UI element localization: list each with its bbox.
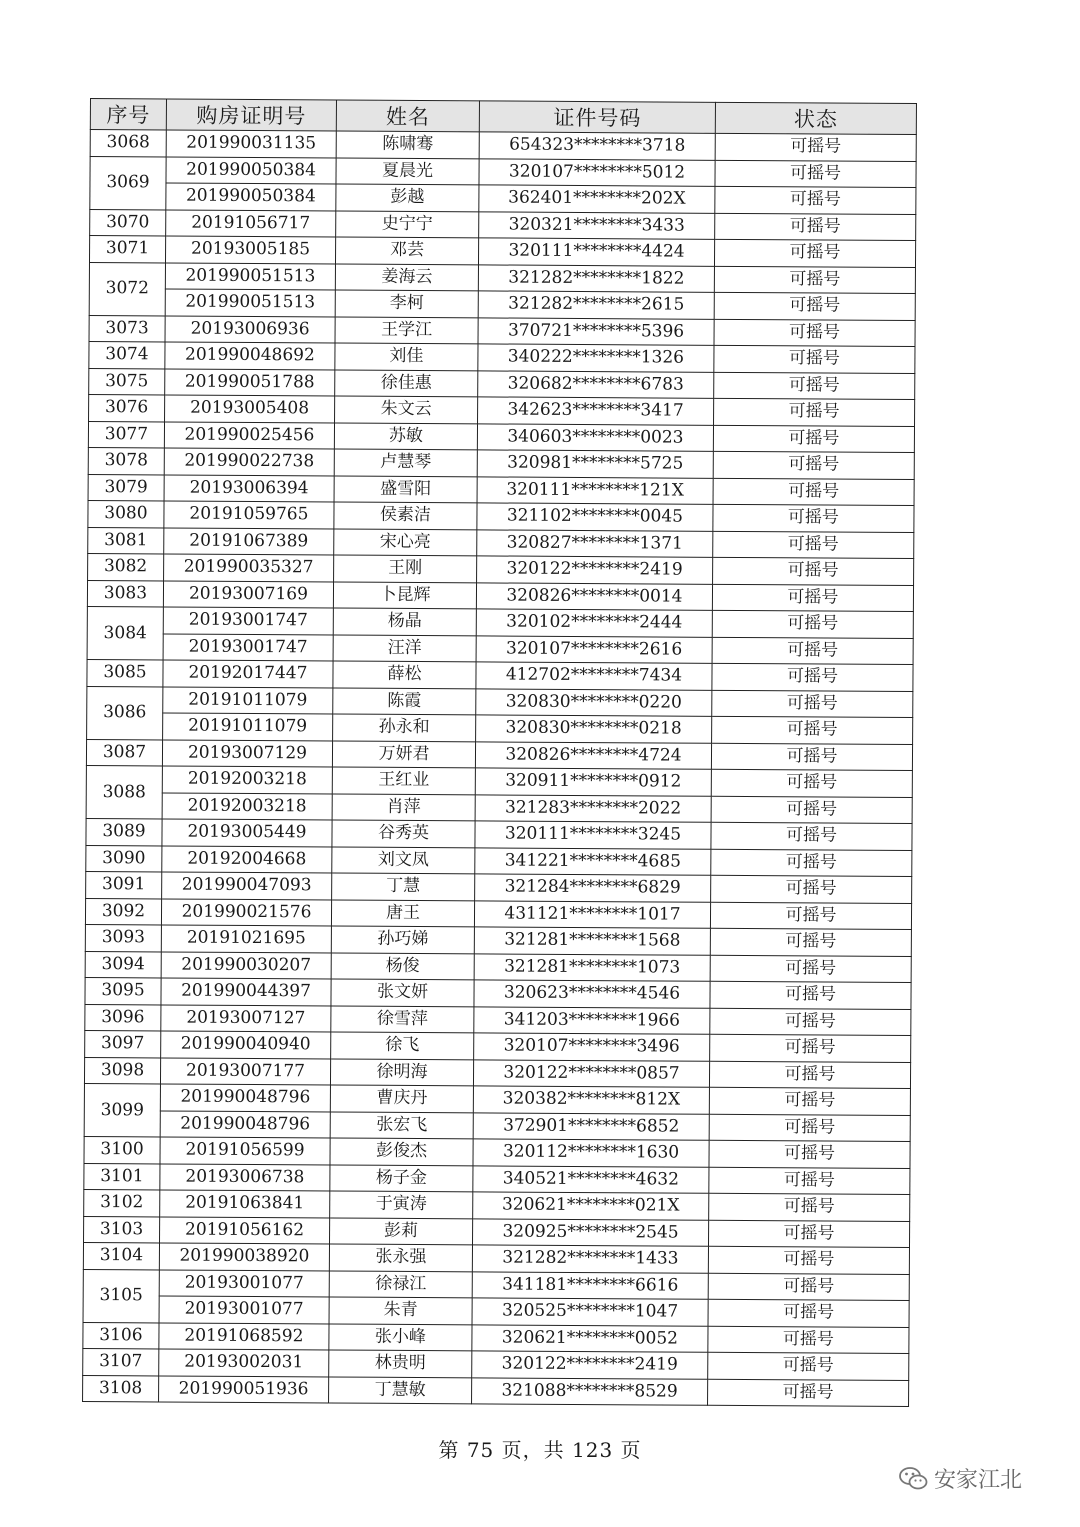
name-cell: 侯素洁 [334, 502, 477, 529]
status-cell: 可摇号 [715, 160, 916, 188]
name-cell: 张小峰 [329, 1323, 472, 1350]
status-cell: 可摇号 [713, 531, 914, 559]
serial-number-cell: 3068 [90, 130, 166, 157]
applicant-table [82, 98, 917, 1407]
id-number-cell: 320102********2444 [476, 609, 712, 637]
name-cell: 杨子金 [330, 1164, 473, 1191]
id-number-cell: 341181********6616 [472, 1271, 708, 1299]
id-number-cell: 320107********2616 [476, 635, 712, 663]
id-number-cell: 320112********1630 [473, 1139, 709, 1167]
id-number-cell: 320107********3496 [474, 1033, 710, 1061]
certificate-number-cell: 201990040940 [161, 1031, 331, 1059]
certificate-number-cell: 20191021695 [161, 925, 331, 953]
status-cell: 可摇号 [712, 610, 913, 638]
id-number-cell: 321282********1433 [472, 1245, 708, 1273]
status-cell: 可摇号 [711, 849, 912, 877]
serial-number-cell: 3100 [84, 1136, 160, 1163]
id-number-cell: 412702********7434 [476, 662, 712, 690]
id-number-cell: 372901********6852 [473, 1112, 709, 1140]
status-cell: 可摇号 [711, 796, 912, 824]
serial-number-cell: 3069 [90, 156, 166, 209]
certificate-number-cell: 20191068592 [159, 1322, 329, 1350]
name-cell: 陈啸骞 [336, 131, 479, 158]
serial-number-cell: 3108 [83, 1375, 159, 1402]
status-cell: 可摇号 [711, 822, 912, 850]
certificate-number-cell: 201990050384 [166, 156, 336, 184]
status-cell: 可摇号 [714, 372, 915, 400]
id-number-cell: 321281********1568 [474, 927, 710, 955]
name-cell: 谷秀英 [332, 820, 475, 847]
certificate-number-cell: 201990044397 [161, 978, 331, 1006]
status-cell: 可摇号 [711, 769, 912, 797]
name-cell: 朱文云 [335, 396, 478, 423]
certificate-number-cell: 201990038920 [159, 1243, 329, 1271]
name-cell: 杨晶 [333, 608, 476, 635]
status-cell: 可摇号 [715, 133, 916, 161]
header-status: 状态 [715, 102, 916, 134]
serial-number-cell: 3087 [86, 739, 162, 766]
serial-number-cell: 3083 [87, 580, 163, 607]
certificate-number-cell: 201990035327 [164, 554, 334, 582]
certificate-number-cell: 20193007169 [163, 580, 333, 608]
id-number-cell: 362401********202X [479, 185, 715, 213]
name-cell: 李柯 [335, 290, 478, 317]
name-cell: 孙巧娣 [331, 926, 474, 953]
status-cell: 可摇号 [711, 743, 912, 771]
serial-number-cell: 3103 [84, 1216, 160, 1243]
status-cell: 可摇号 [714, 345, 915, 373]
id-number-cell: 320122********0857 [473, 1059, 709, 1087]
serial-number-cell: 3082 [88, 553, 164, 580]
id-number-cell: 321283********2022 [475, 794, 711, 822]
serial-number-cell: 3080 [88, 500, 164, 527]
serial-number-cell: 3085 [87, 659, 163, 686]
certificate-number-cell: 20193005185 [165, 236, 335, 264]
id-number-cell: 321282********2615 [478, 291, 714, 319]
status-cell: 可摇号 [714, 239, 915, 267]
header-certificate-number: 购房证明号 [166, 99, 336, 131]
certificate-number-cell: 201990047093 [162, 872, 332, 900]
id-number-cell: 320830********0218 [476, 715, 712, 743]
status-cell: 可摇号 [709, 1114, 910, 1142]
id-number-cell: 321102********0045 [477, 503, 713, 531]
serial-number-cell: 3076 [89, 394, 165, 421]
name-cell: 夏晨光 [336, 158, 479, 185]
status-cell: 可摇号 [709, 1087, 910, 1115]
header-serial-number: 序号 [90, 99, 166, 130]
certificate-number-cell: 201990031135 [166, 130, 336, 158]
certificate-number-cell: 20191056162 [160, 1216, 330, 1244]
name-cell: 王学江 [335, 317, 478, 344]
serial-number-cell: 3088 [86, 765, 162, 818]
id-number-cell: 341203********1966 [474, 1006, 710, 1034]
serial-number-cell: 3104 [83, 1242, 159, 1269]
id-number-cell: 320111********3245 [475, 821, 711, 849]
certificate-number-cell: 201990051788 [165, 368, 335, 396]
id-number-cell: 320107********5012 [479, 158, 715, 186]
certificate-number-cell: 20193005449 [162, 819, 332, 847]
status-cell: 可摇号 [710, 1034, 911, 1062]
certificate-number-cell: 201990051936 [159, 1375, 329, 1403]
serial-number-cell: 3078 [88, 447, 164, 474]
certificate-number-cell: 20193001077 [159, 1269, 329, 1297]
name-cell: 薛松 [333, 661, 476, 688]
certificate-number-cell: 20191011079 [163, 713, 333, 741]
status-cell: 可摇号 [714, 319, 915, 347]
status-cell: 可摇号 [708, 1326, 909, 1354]
serial-number-cell: 3105 [83, 1269, 159, 1322]
serial-number-cell: 3093 [85, 924, 161, 951]
status-cell: 可摇号 [715, 213, 916, 241]
certificate-number-cell: 20193001747 [163, 607, 333, 635]
wechat-icon [898, 1466, 928, 1492]
name-cell: 苏敏 [334, 422, 477, 449]
name-cell: 徐雪萍 [331, 1005, 474, 1032]
id-number-cell: 320621********0052 [472, 1324, 708, 1352]
status-cell: 可摇号 [714, 266, 915, 294]
status-cell: 可摇号 [714, 398, 915, 426]
status-cell: 可摇号 [710, 981, 911, 1009]
name-cell: 曹庆丹 [330, 1085, 473, 1112]
status-cell: 可摇号 [713, 504, 914, 532]
id-number-cell: 320111********4424 [478, 238, 714, 266]
status-cell: 可摇号 [709, 1140, 910, 1168]
id-number-cell: 341221********4685 [475, 847, 711, 875]
serial-number-cell: 3096 [85, 1004, 161, 1031]
id-number-cell: 320682********6783 [478, 370, 714, 398]
status-cell: 可摇号 [713, 478, 914, 506]
header-id-number: 证件号码 [479, 101, 715, 133]
name-cell: 万妍君 [332, 740, 475, 767]
status-cell: 可摇号 [713, 557, 914, 585]
status-cell: 可摇号 [712, 716, 913, 744]
name-cell: 张永强 [329, 1244, 472, 1271]
certificate-number-cell: 20193006936 [165, 315, 335, 343]
certificate-number-cell: 20193001747 [163, 633, 333, 661]
name-cell: 卜昆辉 [333, 581, 476, 608]
id-number-cell: 320321********3433 [479, 211, 715, 239]
serial-number-cell: 3090 [86, 845, 162, 872]
id-number-cell: 320122********2419 [472, 1351, 708, 1379]
name-cell: 林贵明 [329, 1350, 472, 1377]
header-name: 姓名 [336, 100, 479, 132]
id-number-cell: 320111********121X [477, 476, 713, 504]
certificate-number-cell: 20192017447 [163, 660, 333, 688]
status-cell: 可摇号 [712, 584, 913, 612]
document-sheet [82, 98, 917, 1407]
serial-number-cell: 3091 [86, 871, 162, 898]
name-cell: 王红业 [332, 767, 475, 794]
serial-number-cell: 3072 [89, 262, 165, 315]
id-number-cell: 370721********5396 [478, 317, 714, 345]
status-cell: 可摇号 [709, 1193, 910, 1221]
name-cell: 徐禄江 [329, 1270, 472, 1297]
name-cell: 唐王 [331, 899, 474, 926]
name-cell: 杨俊 [331, 952, 474, 979]
id-number-cell: 320826********0014 [476, 582, 712, 610]
status-cell: 可摇号 [711, 875, 912, 903]
id-number-cell: 320122********2419 [477, 556, 713, 584]
status-cell: 可摇号 [708, 1352, 909, 1380]
status-cell: 可摇号 [708, 1273, 909, 1301]
certificate-number-cell: 20193005408 [165, 395, 335, 423]
name-cell: 丁慧 [332, 873, 475, 900]
name-cell: 丁慧敏 [329, 1376, 472, 1403]
certificate-number-cell: 201990048796 [160, 1084, 330, 1112]
serial-number-cell: 3081 [88, 527, 164, 554]
name-cell: 张宏飞 [330, 1111, 473, 1138]
serial-number-cell: 3075 [89, 368, 165, 395]
brand-watermark [898, 1463, 1022, 1494]
brand-name: 安家江北 [934, 1468, 1023, 1493]
id-number-cell: 654323********3718 [479, 132, 715, 160]
certificate-number-cell: 201990021576 [161, 898, 331, 926]
name-cell: 张文妍 [331, 979, 474, 1006]
name-cell: 彭俊杰 [330, 1138, 473, 1165]
certificate-number-cell: 20193002031 [159, 1349, 329, 1377]
status-cell: 可摇号 [708, 1220, 909, 1248]
id-number-cell: 320911********0912 [475, 768, 711, 796]
certificate-number-cell: 201990030207 [161, 951, 331, 979]
certificate-number-cell: 20193006394 [164, 474, 334, 502]
id-number-cell: 321284********6829 [475, 874, 711, 902]
name-cell: 徐明海 [330, 1058, 473, 1085]
id-number-cell: 321088********8529 [472, 1377, 708, 1405]
id-number-cell: 320623********4546 [474, 980, 710, 1008]
certificate-number-cell: 20193006738 [160, 1163, 330, 1191]
name-cell: 卢慧琴 [334, 449, 477, 476]
page-footer: 第 75 页，共 123 页 [438, 1438, 642, 1462]
name-cell: 王刚 [334, 555, 477, 582]
status-cell: 可摇号 [708, 1246, 909, 1274]
serial-number-cell: 3089 [86, 818, 162, 845]
id-number-cell: 340521********4632 [473, 1165, 709, 1193]
name-cell: 徐佳惠 [335, 370, 478, 397]
name-cell: 彭越 [336, 184, 479, 211]
status-cell: 可摇号 [708, 1379, 909, 1407]
serial-number-cell: 3079 [88, 474, 164, 501]
certificate-number-cell: 201990048796 [160, 1110, 330, 1138]
certificate-number-cell: 201990025456 [164, 421, 334, 449]
status-cell: 可摇号 [710, 1008, 911, 1036]
serial-number-cell: 3084 [87, 606, 163, 659]
name-cell: 陈霞 [333, 687, 476, 714]
status-cell: 可摇号 [708, 1299, 909, 1327]
name-cell: 彭莉 [330, 1217, 473, 1244]
certificate-number-cell: 20192003218 [162, 766, 332, 794]
certificate-number-cell: 20193007127 [161, 1004, 331, 1032]
certificate-number-cell: 20191059765 [164, 501, 334, 529]
serial-number-cell: 3092 [85, 898, 161, 925]
table-body [83, 130, 917, 1407]
id-number-cell: 321281********1073 [474, 953, 710, 981]
serial-number-cell: 3086 [87, 686, 163, 739]
status-cell: 可摇号 [712, 663, 913, 691]
name-cell: 史宁宁 [336, 211, 479, 238]
serial-number-cell: 3073 [89, 315, 165, 342]
table-header-row [90, 99, 916, 135]
serial-number-cell: 3077 [88, 421, 164, 448]
certificate-number-cell: 20191067389 [164, 527, 334, 555]
status-cell: 可摇号 [709, 1061, 910, 1089]
status-cell: 可摇号 [713, 451, 914, 479]
id-number-cell: 320925********2545 [473, 1218, 709, 1246]
serial-number-cell: 3070 [90, 209, 166, 236]
name-cell: 刘佳 [335, 343, 478, 370]
status-cell: 可摇号 [712, 690, 913, 718]
id-number-cell: 340603********0023 [477, 423, 713, 451]
name-cell: 汪洋 [333, 634, 476, 661]
id-number-cell: 320827********1371 [477, 529, 713, 557]
certificate-number-cell: 20192003218 [162, 792, 332, 820]
serial-number-cell: 3106 [83, 1322, 159, 1349]
id-number-cell: 320621********021X [473, 1192, 709, 1220]
name-cell: 邓芸 [335, 237, 478, 264]
certificate-number-cell: 201990048692 [165, 342, 335, 370]
serial-number-cell: 3095 [85, 977, 161, 1004]
id-number-cell: 320826********4724 [475, 741, 711, 769]
id-number-cell: 320382********812X [473, 1086, 709, 1114]
status-cell: 可摇号 [713, 425, 914, 453]
certificate-number-cell: 20191056599 [160, 1137, 330, 1165]
status-cell: 可摇号 [709, 1167, 910, 1195]
status-cell: 可摇号 [715, 186, 916, 214]
certificate-number-cell: 20191056717 [166, 209, 336, 237]
name-cell: 宋心亮 [334, 528, 477, 555]
serial-number-cell: 3099 [84, 1083, 160, 1136]
id-number-cell: 431121********1017 [474, 900, 710, 928]
name-cell: 姜海云 [335, 264, 478, 291]
name-cell: 孙永和 [333, 714, 476, 741]
certificate-number-cell: 201990050384 [166, 183, 336, 211]
certificate-number-cell: 20193007129 [162, 739, 332, 767]
certificate-number-cell: 20192004668 [162, 845, 332, 873]
id-number-cell: 340222********1326 [478, 344, 714, 372]
serial-number-cell: 3097 [85, 1030, 161, 1057]
status-cell: 可摇号 [710, 928, 911, 956]
name-cell: 于寅涛 [330, 1191, 473, 1218]
status-cell: 可摇号 [710, 955, 911, 983]
name-cell: 刘文凤 [332, 846, 475, 873]
serial-number-cell: 3107 [83, 1348, 159, 1375]
serial-number-cell: 3071 [89, 236, 165, 263]
certificate-number-cell: 20191063841 [160, 1190, 330, 1218]
status-cell: 可摇号 [714, 292, 915, 320]
status-cell: 可摇号 [712, 637, 913, 665]
certificate-number-cell: 20193001077 [159, 1296, 329, 1324]
serial-number-cell: 3094 [85, 951, 161, 978]
certificate-number-cell: 201990051513 [165, 262, 335, 290]
id-number-cell: 321282********1822 [478, 264, 714, 292]
certificate-number-cell: 201990022738 [164, 448, 334, 476]
serial-number-cell: 3098 [84, 1057, 160, 1084]
name-cell: 朱青 [329, 1297, 472, 1324]
name-cell: 徐飞 [331, 1032, 474, 1059]
name-cell: 肖萍 [332, 793, 475, 820]
serial-number-cell: 3102 [84, 1189, 160, 1216]
status-cell: 可摇号 [710, 902, 911, 930]
serial-number-cell: 3074 [89, 341, 165, 368]
certificate-number-cell: 201990051513 [165, 289, 335, 317]
id-number-cell: 320981********5725 [477, 450, 713, 478]
certificate-number-cell: 20191011079 [163, 686, 333, 714]
table-row [83, 1375, 909, 1407]
certificate-number-cell: 20193007177 [160, 1057, 330, 1085]
name-cell: 盛雪阳 [334, 475, 477, 502]
id-number-cell: 342623********3417 [478, 397, 714, 425]
id-number-cell: 320525********1047 [472, 1298, 708, 1326]
serial-number-cell: 3101 [84, 1163, 160, 1190]
id-number-cell: 320830********0220 [476, 688, 712, 716]
